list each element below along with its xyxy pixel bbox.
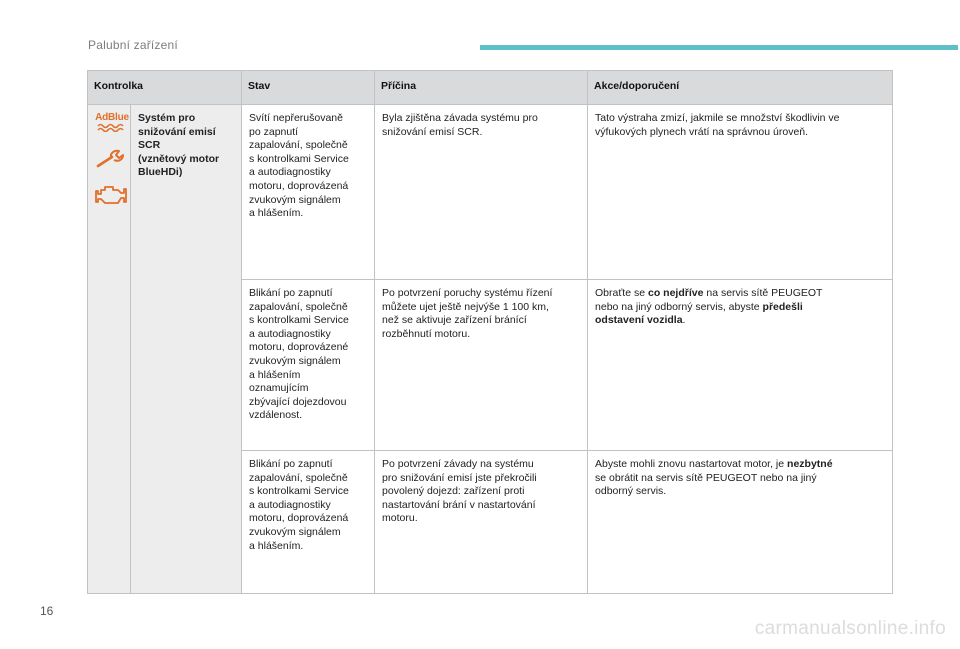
stav-cell: Blikání po zapnutí zapalování, společně s kontrolkami Service a autodiagnostiky motoru, doprovázené zvukovým signálem a hlášením oznamujícím zbývající dojezdovou vzdálenost. — [242, 280, 375, 451]
stav-cell: Svítí nepřerušovaně po zapnutí zapalování, společně s kontrolkami Service a autodiagnostiky motoru, doprovázená zvukovým signálem a hlášením. — [242, 105, 375, 280]
pricina-cell: Po potvrzení závady na systému pro snižování emisí jste překročili povolený dojezd: zařízení proti nastartování brání v nastartování motoru. — [375, 451, 588, 594]
warning-lights-table — [87, 70, 893, 594]
section-title: Palubní zařízení — [88, 38, 178, 52]
adblue-icon-label: AdBlue — [95, 112, 129, 123]
watermark: carmanualsonline.info — [754, 618, 946, 639]
table-row — [88, 105, 893, 280]
page-number: 16 — [40, 604, 54, 618]
indicator-name-line: snižování emisí — [138, 125, 216, 138]
column-header-stav: Stav — [242, 71, 375, 105]
stav-cell: Blikání po zapnutí zapalování, společně s kontrolkami Service a autodiagnostiky motoru, doprovázená zvukovým signálem a hlášením. — [242, 451, 375, 594]
akce-cell: Obraťte se co nejdříve na servis sítě PEUGEOT nebo na jiný odborný servis, abyste předešli odstavení vozidla. — [588, 280, 893, 451]
indicator-icons-cell — [88, 105, 131, 594]
akce-cell: Abyste mohli znovu nastartovat motor, je nezbytné se obrátit na servis sítě PEUGEOT nebo na jiný odborný servis. — [588, 451, 893, 594]
indicator-name-cell — [131, 105, 242, 594]
akce-cell: Tato výstraha zmizí, jakmile se množství škodlivin ve výfukových plynech vrátí na správnou úroveň. — [588, 105, 893, 280]
column-header-akce: Akce/doporučení — [588, 71, 893, 105]
table-header-row — [88, 71, 893, 105]
column-header-pricina: Příčina — [375, 71, 588, 105]
emphasis-text: odstavení vozidla — [595, 314, 683, 327]
indicator-name-line: SCR — [138, 139, 161, 152]
emphasis-text: co nejdříve — [647, 287, 704, 299]
engine-icon — [95, 183, 129, 207]
adblue-icon — [95, 112, 129, 137]
pricina-cell: Byla zjištěna závada systému pro snižování emisí SCR. — [375, 105, 588, 280]
indicator-name-line: (vznětový motor — [138, 152, 220, 165]
indicator-name-line: BlueHDi) — [138, 166, 183, 179]
wrench-icon — [95, 149, 125, 169]
indicator-name-line: Systém pro — [138, 112, 196, 124]
header-accent-bar — [480, 45, 958, 50]
column-header-kontrolka: Kontrolka — [88, 71, 242, 105]
emphasis-text: nezbytné — [787, 458, 833, 470]
pricina-cell: Po potvrzení poruchy systému řízení můžete ujet ještě nejvýše 1 100 km, než se aktivuje zařízení bránící rozběhnutí motoru. — [375, 280, 588, 451]
emphasis-text: předešli — [762, 300, 803, 313]
